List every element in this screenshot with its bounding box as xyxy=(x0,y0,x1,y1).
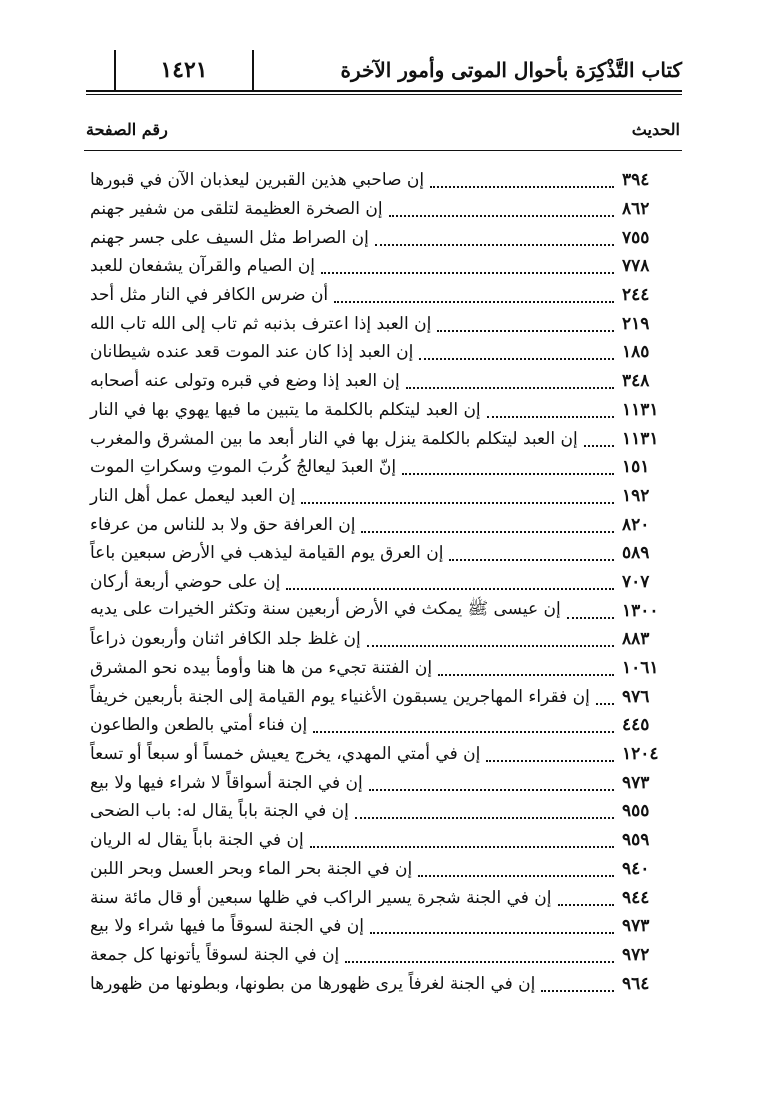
page-ref: ٢١٩ xyxy=(622,313,650,334)
dot-leader xyxy=(367,627,614,647)
hadith-text: إن عيسى ﷺ يمكث في الأرض أربعين سنة وتكثر الخيرات على يديه xyxy=(90,599,561,620)
hadith-text: إن العرافة حق ولا بد للناس من عرفاء xyxy=(90,514,356,535)
dot-leader xyxy=(355,799,614,819)
dot-leader xyxy=(334,283,614,303)
dot-leader xyxy=(286,570,614,590)
hadith-text: إن غلظ جلد الكافر اثنان وأربعون ذراعاً xyxy=(90,629,361,650)
dot-leader xyxy=(313,713,614,733)
page-ref: ٩٤٤ xyxy=(622,887,650,908)
hadith-text: إن العرق يوم القيامة ليذهب في الأرض سبعين باعاً xyxy=(90,543,444,564)
page-ref: ٧٧٨ xyxy=(622,256,650,277)
page-ref: ١٣٠٠ xyxy=(622,600,659,621)
page-ref: ٩٧٦ xyxy=(622,686,650,707)
hadith-text: إن العبد ليتكلم بالكلمة ينزل بها في النار أبعد ما بين المشرق والمغرب xyxy=(90,428,578,449)
page-ref: ١٩٢ xyxy=(622,485,650,506)
page-ref: ١٠٦١ xyxy=(622,658,659,679)
dot-leader xyxy=(406,369,614,389)
index-row xyxy=(84,195,682,224)
dot-leader xyxy=(402,455,614,475)
page-ref: ٢٤٤ xyxy=(622,285,650,306)
hadith-text: إن فقراء المهاجرين يسبقون الأغنياء يوم القيامة إلى الجنة بأربعين خريفاً xyxy=(90,686,590,707)
index-row xyxy=(84,252,682,281)
hadith-text: إن في الجنة لغرفاً يرى ظهورها من بطونها، وبطونها من ظهورها xyxy=(90,973,536,994)
index-row xyxy=(84,855,682,884)
dot-leader xyxy=(438,656,614,676)
page-ref: ١٥١ xyxy=(622,457,650,478)
index-row xyxy=(84,797,682,826)
hadith-text: إن في أمتي المهدي، يخرج يعيش خمساً أو سبعاً أو تسعاً xyxy=(90,744,481,765)
page-ref: ٩٧٣ xyxy=(622,916,650,937)
index-row xyxy=(84,309,682,338)
dot-leader xyxy=(418,857,614,877)
hadith-text: إن في الجنة لسوقاً يأتونها كل جمعة xyxy=(90,944,340,965)
dot-leader xyxy=(389,197,614,217)
header-rule xyxy=(86,90,682,92)
index-row xyxy=(84,740,682,769)
hadith-text: إن العبد ليتكلم بالكلمة ما يتبين ما فيها يهوي بها في النار xyxy=(90,399,481,420)
dot-leader xyxy=(558,886,615,906)
index-row xyxy=(84,941,682,970)
page-ref: ٩٦٤ xyxy=(622,973,650,994)
hadith-text: إن العبد إذا اعترف بذنبه ثم تاب إلى الله تاب الله xyxy=(90,313,432,334)
column-header-rule xyxy=(84,150,682,151)
page-ref: ٨٦٢ xyxy=(622,199,650,220)
dot-leader xyxy=(584,427,614,447)
page-number: ١٤٢١ xyxy=(114,50,254,90)
page-column-header: رقم الصفحة xyxy=(86,120,168,139)
index-row xyxy=(84,338,682,367)
dot-leader xyxy=(430,168,614,188)
page-ref: ٩٥٩ xyxy=(622,830,650,851)
index-row xyxy=(84,654,682,683)
hadith-text: إنّ العبدَ ليعالجُ كُربَ الموتِ وسكراتِ الموت xyxy=(90,457,397,478)
hadith-text: إن العبد ليعمل عمل أهل النار xyxy=(90,485,296,506)
hadith-text: إن في الجنة بحر الماء وبحر العسل وبحر اللبن xyxy=(90,858,413,879)
index-row xyxy=(84,424,682,453)
page-ref: ٩٤٠ xyxy=(622,858,650,879)
page-ref: ٤٤٥ xyxy=(622,715,650,736)
index-row xyxy=(84,166,682,195)
dot-leader xyxy=(321,254,614,274)
page-ref: ٩٧٣ xyxy=(622,772,650,793)
book-title: كتاب التَّذْكِرَة بأحوال الموتى وأمور الآخرة xyxy=(340,58,682,82)
hadith-text: إن في الجنة أسواقاً لا شراء فيها ولا بيع xyxy=(90,772,363,793)
page-ref: ١٨٥ xyxy=(622,342,650,363)
page-ref: ٩٥٥ xyxy=(622,801,650,822)
dot-leader xyxy=(370,914,614,934)
dot-leader xyxy=(375,226,614,246)
dot-leader xyxy=(596,685,614,705)
hadith-text: إن العبد إذا كان عند الموت قعد عنده شيطانان xyxy=(90,342,414,363)
dot-leader xyxy=(437,312,614,332)
hadith-text: إن في الجنة باباً يقال له الريان xyxy=(90,830,304,851)
hadith-text: إن فناء أمتي بالطعن والطاعون xyxy=(90,715,308,736)
index-row xyxy=(84,453,682,482)
dot-leader xyxy=(361,513,614,533)
page-ref: ٩٧٢ xyxy=(622,944,650,965)
page-ref: ٣٩٤ xyxy=(622,170,650,191)
index-row xyxy=(84,482,682,511)
dot-leader xyxy=(419,340,614,360)
page-ref: ٥٨٩ xyxy=(622,543,650,564)
hadith-index-list xyxy=(84,166,682,998)
dot-leader xyxy=(369,771,614,791)
dot-leader xyxy=(449,541,614,561)
dot-leader xyxy=(486,742,614,762)
hadith-text: إن على حوضي أربعة أركان xyxy=(90,571,281,592)
page-ref: ١١٣١ xyxy=(622,399,659,420)
hadith-text: أن ضرس الكافر في النار مثل أحد xyxy=(90,285,329,306)
index-row xyxy=(84,883,682,912)
dot-leader xyxy=(345,943,614,963)
page-ref: ٨٨٣ xyxy=(622,629,650,650)
page-ref: ٨٢٠ xyxy=(622,514,650,535)
dot-leader xyxy=(310,828,614,848)
page-ref: ٧٥٥ xyxy=(622,227,650,248)
header-rule-thin xyxy=(86,94,682,95)
index-row xyxy=(84,510,682,539)
page-ref: ١١٣١ xyxy=(622,428,659,449)
hadith-text: إن في الجنة باباً يقال له: باب الضحى xyxy=(90,801,349,822)
index-row xyxy=(84,826,682,855)
dot-leader xyxy=(541,972,614,992)
index-row xyxy=(84,281,682,310)
hadith-text: إن في الجنة شجرة يسير الراكب في ظلها سبعين أو قال مائة سنة xyxy=(90,887,552,908)
hadith-column-header: الحديث xyxy=(631,120,680,139)
index-row xyxy=(84,969,682,998)
index-row xyxy=(84,539,682,568)
index-row xyxy=(84,625,682,654)
index-row xyxy=(84,596,682,625)
hadith-text: إن الصيام والقرآن يشفعان للعبد xyxy=(90,256,316,277)
index-row xyxy=(84,711,682,740)
index-row xyxy=(84,396,682,425)
hadith-text: إن الصراط مثل السيف على جسر جهنم xyxy=(90,227,369,248)
dot-leader xyxy=(567,599,614,619)
index-row xyxy=(84,912,682,941)
page-header xyxy=(86,50,682,94)
page-ref: ١٢٠٤ xyxy=(622,744,659,765)
dot-leader xyxy=(487,398,614,418)
hadith-text: إن الصخرة العظيمة لتلقى من شفير جهنم xyxy=(90,199,383,220)
page-ref: ٧٠٧ xyxy=(622,571,650,592)
index-row xyxy=(84,682,682,711)
index-row xyxy=(84,568,682,597)
hadith-text: إن في الجنة لسوقاً ما فيها شراء ولا بيع xyxy=(90,916,365,937)
page-ref: ٣٤٨ xyxy=(622,371,650,392)
index-row xyxy=(84,768,682,797)
index-row xyxy=(84,367,682,396)
hadith-text: إن العبد إذا وضع في قبره وتولى عنه أصحابه xyxy=(90,371,400,392)
dot-leader xyxy=(301,484,614,504)
hadith-text: إن الفتنة تجيء من ها هنا وأومأ بيده نحو المشرق xyxy=(90,658,433,679)
index-row xyxy=(84,223,682,252)
hadith-text: إن صاحبي هذين القبرين ليعذبان الآن في قبورها xyxy=(90,170,425,191)
